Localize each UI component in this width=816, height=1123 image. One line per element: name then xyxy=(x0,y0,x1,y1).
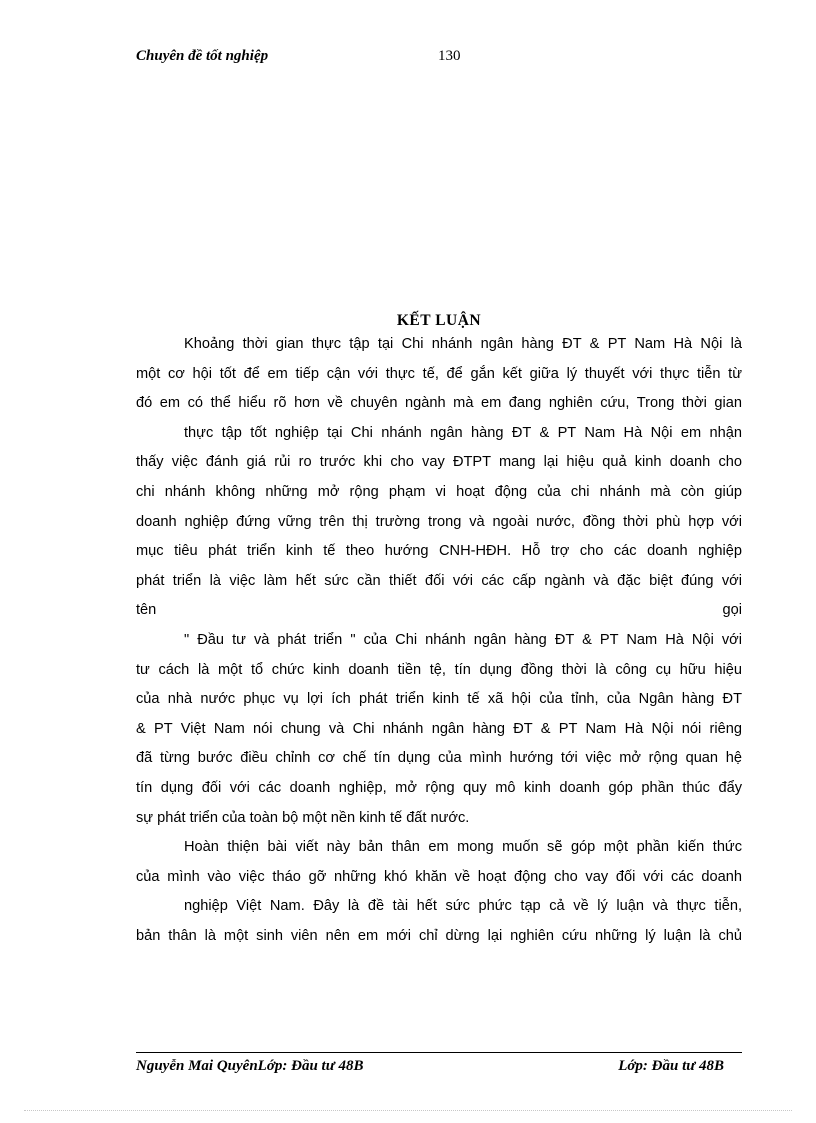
text-word: tên xyxy=(136,602,157,619)
text-line: nghiệp Việt Nam. Đây là đề tài hết sức phức tạp cả về lý luận và thực tiễn, xyxy=(184,898,742,915)
text-line: đã từng bước điều chỉnh cơ chế tín dụng của mình hướng tới việc mở rộng quan hệ xyxy=(136,750,742,767)
text-line: của nhà nước phục vụ lợi ích phát triển kinh tế xã hội của tỉnh, của Ngân hàng ĐT xyxy=(136,691,742,708)
document-body xyxy=(136,330,742,951)
page-footer xyxy=(136,1058,742,1080)
text-line: tín dụng đối với các doanh nghiệp, mở rộng quy mô kinh doanh góp phần thúc đẩy xyxy=(136,779,742,796)
page-number: 130 xyxy=(438,48,461,64)
text-line: thấy việc đánh giá rủi ro trước khi cho vay ĐTPT mang lại hiệu quả kinh doanh cho xyxy=(136,454,742,471)
text-line: " Đầu tư và phát triển " của Chi nhánh ngân hàng ĐT & PT Nam Hà Nội với xyxy=(184,631,742,648)
text-line: sự phát triển của toàn bộ một nền kinh tế đất nước. xyxy=(136,809,470,826)
text-line: của mình vào việc tháo gỡ những khó khăn về hoạt động cho vay đối với các doanh xyxy=(136,868,742,885)
text-line: đó em có thể hiểu rõ hơn về chuyên ngành mà em đang nghiên cứu, Trong thời gian xyxy=(136,395,742,412)
text-line: chi nhánh không những mở rộng phạm vi hoạt động của chi nhánh mà còn giúp xyxy=(136,483,742,500)
text-line: mục tiêu phát triển kinh tế theo hướng CNH-HĐH. Hỗ trợ cho các doanh nghiệp xyxy=(136,543,742,560)
footer-divider xyxy=(136,1052,742,1053)
text-line: bản thân là một sinh viên nên em mới chỉ dừng lại nghiên cứu những lý luận là chủ xyxy=(136,927,742,944)
section-title: KẾT LUẬN xyxy=(396,312,482,329)
text-line-split xyxy=(136,596,742,626)
author-class-label: Nguyễn Mai QuyênLớp: Đầu tư 48B xyxy=(136,1058,364,1074)
text-line: doanh nghiệp đứng vững trên thị trường trong và ngoài nước, đồng thời phù hợp với xyxy=(136,513,742,530)
text-line: Khoảng thời gian thực tập tại Chi nhánh ngân hàng ĐT & PT Nam Hà Nội là xyxy=(184,336,742,352)
text-word: gọi xyxy=(722,602,742,619)
text-line: một cơ hội tốt để em tiếp cận với thực tế, để gắn kết giữa lý thuyết với thực tiễn từ xyxy=(136,365,742,382)
class-label: Lớp: Đầu tư 48B xyxy=(618,1058,724,1074)
text-line: phát triển là việc làm hết sức cần thiết đối với các cấp ngành và đặc biệt đúng với xyxy=(136,572,742,589)
page-edge-divider xyxy=(24,1110,792,1111)
text-line: & PT Việt Nam nói chung và Chi nhánh ngân hàng ĐT & PT Nam Hà Nội nói riêng xyxy=(136,720,742,737)
text-line: tư cách là một tổ chức kinh doanh tiền tệ, tín dụng đồng thời là công cụ hữu hiệu xyxy=(136,661,742,678)
page-header xyxy=(136,48,742,70)
text-line: thực tập tốt nghiệp tại Chi nhánh ngân hàng ĐT & PT Nam Hà Nội em nhận xyxy=(184,424,742,441)
text-line: Hoàn thiện bài viết này bản thân em mong muốn sẽ góp một phần kiến thức xyxy=(184,839,742,856)
document-type-label: Chuyên đề tốt nghiệp xyxy=(136,48,269,64)
